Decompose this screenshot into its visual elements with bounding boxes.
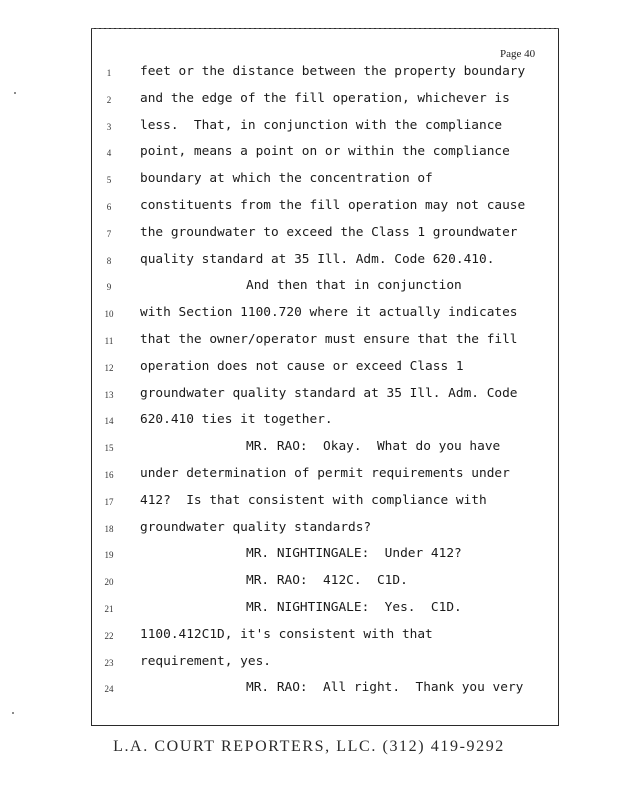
transcript-line xyxy=(0,652,618,676)
line-number: 13 xyxy=(104,389,114,400)
line-text: constituents from the fill operation may not cause xyxy=(140,198,526,213)
line-text: with Section 1100.720 where it actually indicates xyxy=(140,305,518,321)
reporter-footer: L.A. COURT REPORTERS, LLC. (312) 419-9292 xyxy=(113,738,505,755)
transcript-line xyxy=(0,357,618,381)
line-number: 23 xyxy=(104,657,114,668)
transcript-line xyxy=(0,169,618,193)
transcript-line xyxy=(0,142,618,166)
line-text: MR. RAO: All right. Thank you very xyxy=(246,680,524,696)
line-text: feet or the distance between the property boundary xyxy=(140,64,526,79)
line-text: MR. NIGHTINGALE: Under 412? xyxy=(246,546,462,562)
line-number: 6 xyxy=(106,202,112,212)
line-number: 18 xyxy=(104,523,114,534)
line-text: and the edge of the fill operation, whichever is xyxy=(140,90,510,106)
line-text: MR. RAO: 412C. C1D. xyxy=(246,573,408,589)
transcript-line xyxy=(0,544,618,568)
line-text: MR. NIGHTINGALE: Yes. C1D. xyxy=(246,600,462,615)
line-number: 5 xyxy=(106,175,112,186)
line-text: boundary at which the concentration of xyxy=(140,171,433,187)
line-text: point, means a point on or within the compliance xyxy=(140,144,510,160)
line-number: 2 xyxy=(106,94,112,105)
line-text: less. That, in conjunction with the compliance xyxy=(140,117,503,133)
transcript-line xyxy=(0,410,618,434)
line-number: 20 xyxy=(104,577,114,588)
line-text: 412? Is that consistent with compliance with xyxy=(140,492,487,508)
line-number: 21 xyxy=(104,604,114,614)
line-number: 11 xyxy=(104,336,114,346)
transcript-line xyxy=(0,598,618,622)
line-number: 19 xyxy=(104,550,114,561)
transcript-line xyxy=(0,571,618,595)
page-number: Page 40 xyxy=(500,48,536,60)
transcript-line xyxy=(0,678,618,702)
transcript-line xyxy=(0,116,618,140)
transcript-line xyxy=(0,437,618,461)
line-text: groundwater quality standards? xyxy=(140,519,372,535)
transcript-line xyxy=(0,223,618,247)
line-number: 9 xyxy=(106,282,112,293)
line-number: 24 xyxy=(104,684,114,695)
line-number: 15 xyxy=(104,443,114,454)
line-number: 3 xyxy=(106,121,112,132)
line-text: the groundwater to exceed the Class 1 groundwater xyxy=(140,224,518,240)
transcript-line xyxy=(0,330,618,354)
line-number: 12 xyxy=(104,362,114,373)
transcript-line xyxy=(0,276,618,300)
line-number: 14 xyxy=(104,416,114,427)
line-text: 620.410 ties it together. xyxy=(140,412,333,428)
line-text: requirement, yes. xyxy=(140,653,271,669)
transcript-line xyxy=(0,384,618,408)
transcript-line xyxy=(0,518,618,542)
transcript-line xyxy=(0,62,618,86)
line-text: quality standard at 35 Ill. Adm. Code 620.410. xyxy=(140,251,495,267)
line-number: 7 xyxy=(106,228,112,239)
line-text: under determination of permit requirements under xyxy=(140,466,510,481)
line-text: that the owner/operator must ensure that the fill xyxy=(140,332,518,347)
scan-artifact xyxy=(91,28,559,33)
transcript-line xyxy=(0,250,618,274)
line-number: 4 xyxy=(106,148,112,159)
line-text: operation does not cause or exceed Class 1 xyxy=(140,358,464,374)
line-number: 1 xyxy=(106,68,112,78)
line-number: 22 xyxy=(104,630,114,641)
transcript-line xyxy=(0,303,618,327)
line-text: MR. RAO: Okay. What do you have xyxy=(246,439,501,455)
scan-speck xyxy=(12,712,14,714)
line-text: And then that in conjunction xyxy=(246,278,462,294)
transcript-line xyxy=(0,464,618,488)
line-number: 8 xyxy=(106,255,112,266)
transcript-line xyxy=(0,491,618,515)
line-number: 10 xyxy=(104,309,114,320)
line-text: 1100.412C1D, it's consistent with that xyxy=(140,626,433,642)
line-number: 17 xyxy=(104,496,114,507)
transcript-line xyxy=(0,89,618,113)
transcript-line xyxy=(0,196,618,220)
line-number: 16 xyxy=(104,470,114,480)
line-text: groundwater quality standard at 35 Ill. Adm. Code xyxy=(140,385,518,401)
transcript-line xyxy=(0,625,618,649)
